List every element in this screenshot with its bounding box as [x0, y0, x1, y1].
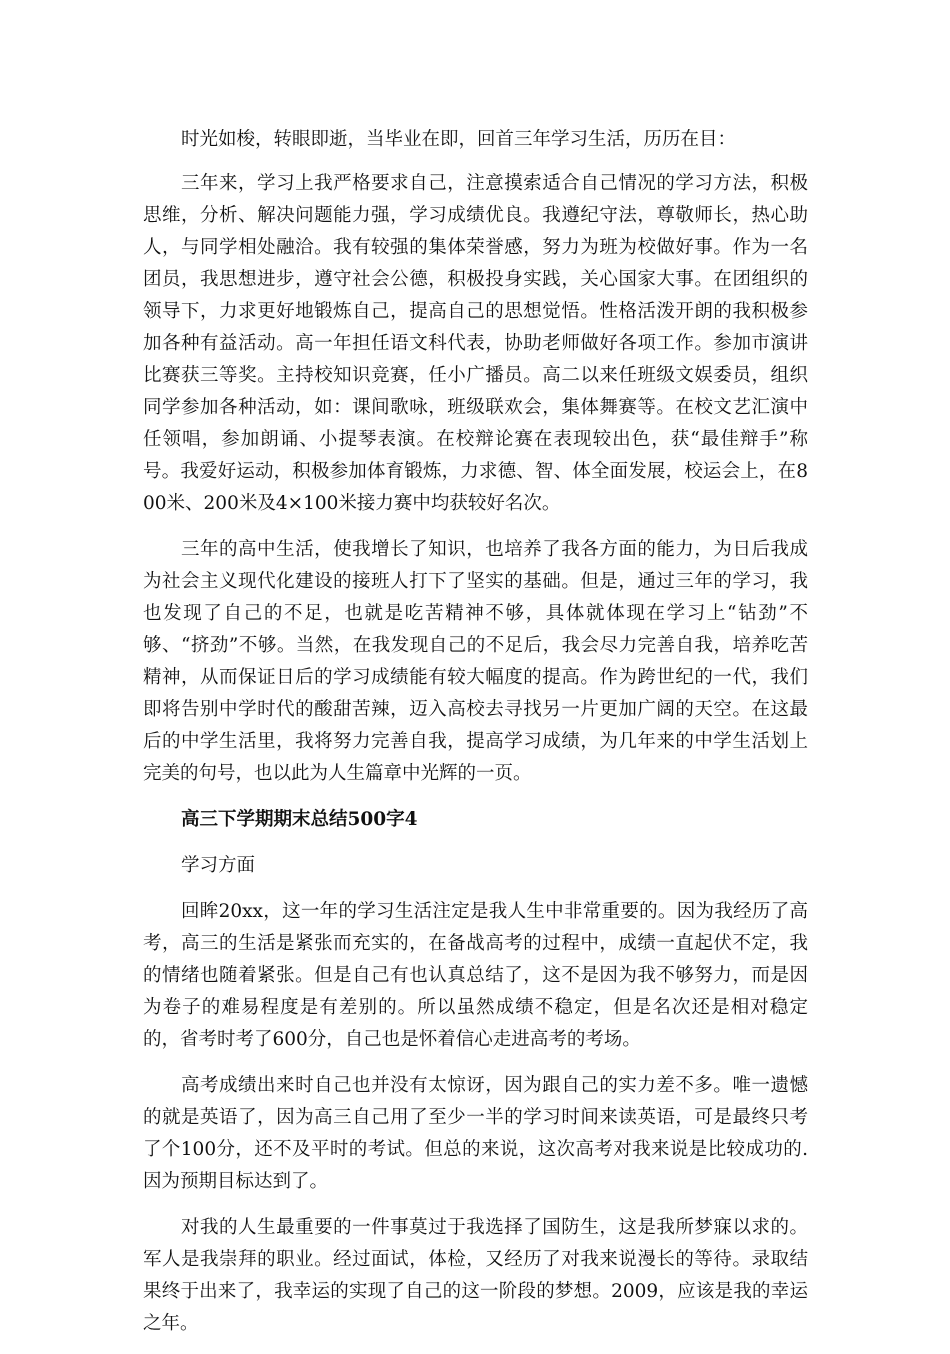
paragraph-three-years: 三年来，学习上我严格要求自己，注意摸索适合自己情况的学习方法，积极思维，分析、解决问题能力强，学习成绩优良。我遵纪守法，尊敬师长，热心助人，与同学相处融洽。我有较强的集体荣誉感，努力为班为校做好事。作为一名团员，我思想进步，遵守社会公德，积极投身实践，关心国家大事。在团组织的领导下，力求更好地锻炼自己，提高自己的思想觉悟。性格活泼开朗的我积极参加各种有益活动。高一年担任语文科代表，协助老师做好各项工作。参加市演讲比赛获三等奖。主持校知识竞赛，任小广播员。高二以来任班级文娱委员，组织同学参加各种活动，如：课间歌咏，班级联欢会，集体舞赛等。在校文艺汇演中任领唱，参加朗诵、小提琴表演。在校辩论赛在表现较出色，获“最佳辩手”称号。我爱好运动，积极参加体育锻炼，力求德、智、体全面发展，校运会上，在800米、200米及4×100米接力赛中均获较好名次。 [143, 173, 808, 514]
section-heading: 高三下学期期末总结500字4 [181, 809, 418, 830]
section-subheading: 学习方面 [181, 855, 256, 876]
document-page [143, 124, 808, 1354]
paragraph-exam-results: 高考成绩出来时自己也并没有太惊讶，因为跟自己的实力差不多。唯一遗憾的就是英语了，因为高三自己用了至少一半的学习时间来读英语，可是最终只考了个100分，还不及平时的考试。但总的来说，这次高考对我来说是比较成功的.因为预期目标达到了。 [143, 1075, 808, 1192]
paragraph-review-year: 回眸20xx，这一年的学习生活注定是我人生中非常重要的。因为我经历了高考，高三的生活是紧张而充实的，在备战高考的过程中，成绩一直起伏不定，我的情绪也随着紧张。但是自己有也认真总结了，这不是因为我不够努力，而是因为卷子的难易程度是有差别的。所以虽然成绩不稳定，但是名次还是相对稳定的，省考时考了600分，自己也是怀着信心走进高考的考场。 [143, 901, 808, 1050]
paragraph-intro: 时光如梭，转眼即逝，当毕业在即，回首三年学习生活，历历在目： [181, 129, 737, 150]
paragraph-high-school-life: 三年的高中生活，使我增长了知识，也培养了我各方面的能力，为日后我成为社会主义现代化建设的接班人打下了坚实的基础。但是，通过三年的学习，我也发现了自己的不足，也就是吃苦精神不够，具体就体现在学习上“钻劲”不够、“挤劲”不够。当然，在我发现自己的不足后，我会尽力完善自我，培养吃苦精神，从而保证日后的学习成绩能有较大幅度的提高。作为跨世纪的一代，我们即将告别中学时代的酸甜苦辣，迈入高校去寻找另一片更加广阔的天空。在这最后的中学生活里，我将努力完善自我，提高学习成绩，为几年来的中学生活划上完美的句号，也以此为人生篇章中光辉的一页。 [143, 539, 808, 784]
paragraph-defense-student: 对我的人生最重要的一件事莫过于我选择了国防生，这是我所梦寐以求的。军人是我崇拜的职业。经过面试，体检，又经历了对我来说漫长的等待。录取结果终于出来了，我幸运的实现了自己的这一阶段的梦想。2009，应该是我的幸运之年。 [143, 1217, 808, 1334]
